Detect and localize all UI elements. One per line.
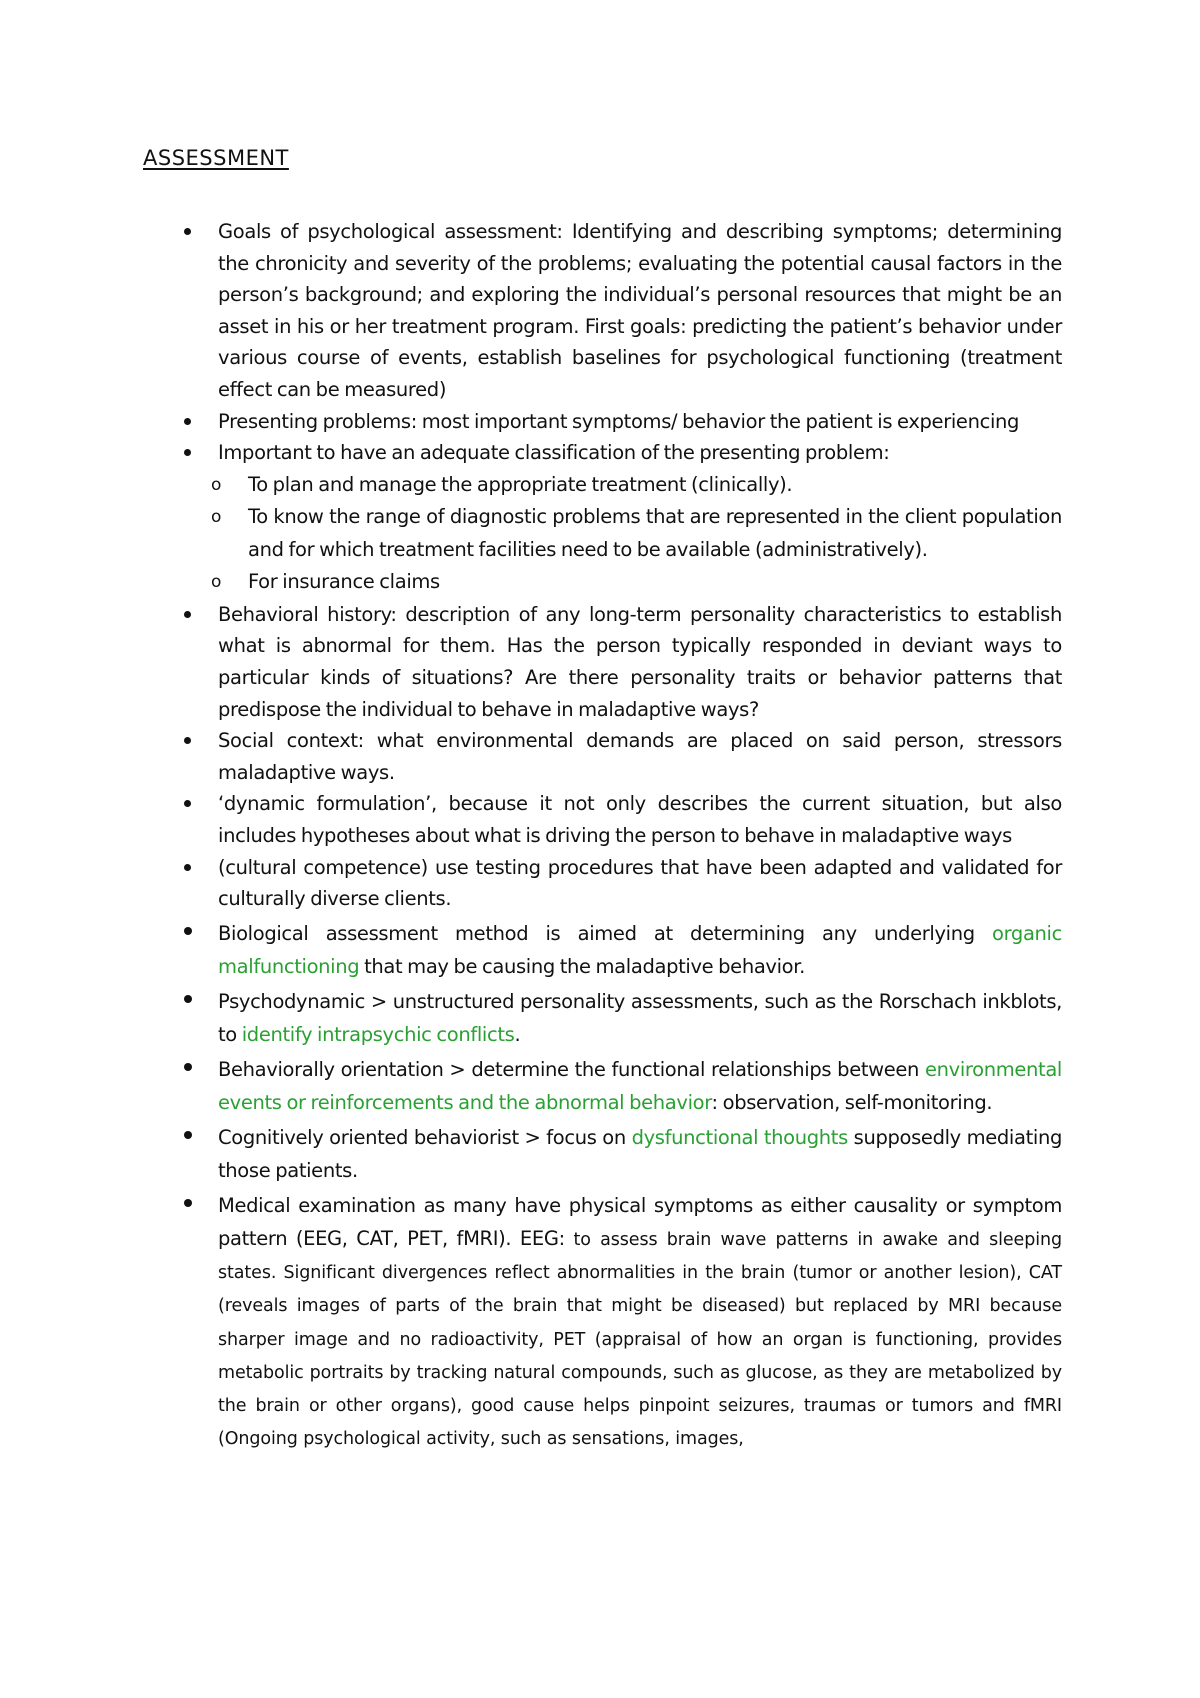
- bullet-icon: [184, 611, 191, 618]
- circle-bullet-icon: o: [211, 474, 222, 495]
- item-text-pre: Behaviorally orientation > determine the functional relationships between: [218, 1057, 925, 1081]
- sub-item-administrative: [176, 501, 1062, 566]
- list-item-dynamic-formulation: [176, 788, 1062, 851]
- bullet-icon: [184, 1131, 192, 1139]
- bullet-icon: [184, 418, 191, 425]
- sub-item-text: For insurance claims: [248, 570, 440, 594]
- highlight-text: organic malfunctioning: [218, 921, 1062, 978]
- highlight-text: dysfunctional thoughts: [631, 1125, 848, 1149]
- bullet-icon: [184, 800, 191, 807]
- item-text-post: : observation, self-monitoring.: [711, 1090, 993, 1114]
- bullet-icon: [184, 228, 191, 235]
- sub-item-clinical: [176, 469, 1062, 502]
- item-text: Goals of psychological assessment: Identifying and describing symptoms; determining the chronicity and severity of the problems; evaluating the potential causal factors in the person’s background; and exploring the individual’s personal resources that might be an asset in his or her treatment program. First goals: predicting the patient’s behavior under various course of events, establish baselines for psychological functioning (treatment effect can be measured): [218, 220, 1062, 401]
- bullet-list: [176, 216, 1062, 1455]
- bullet-icon: [184, 737, 191, 744]
- highlight-text: environmental events or reinforcements and the abnormal behavior: [218, 1057, 1062, 1114]
- item-text: ‘dynamic formulation’, because it not only describes the current situation, but also includes hypotheses about what is driving the person to behave in maladaptive ways: [218, 792, 1062, 847]
- bullet-icon: [184, 995, 192, 1003]
- list-item-social-context: [176, 725, 1062, 788]
- bullet-icon: [184, 864, 191, 871]
- item-text-pre: Psychodynamic > unstructured personality assessments, such as the Rorschach inkblots, to: [218, 989, 1062, 1046]
- highlight-text: identify intrapsychic conflicts: [241, 1022, 515, 1046]
- list-item-biological-assessment: [176, 917, 1062, 983]
- sub-list: [176, 469, 1062, 599]
- list-item-medical-examination: [176, 1189, 1062, 1455]
- sub-item-text: To know the range of diagnostic problems that are represented in the client population and for which treatment facilities need to be available (administratively).: [248, 505, 1062, 561]
- item-text-post: supposedly mediating those patients.: [218, 1125, 1062, 1182]
- bullet-icon: [184, 449, 191, 456]
- list-item-cognitive-behaviorist: [176, 1121, 1062, 1187]
- item-text: Important to have an adequate classification of the presenting problem:: [218, 441, 890, 465]
- list-item-goals: [176, 216, 1062, 406]
- list-item-behavioral-history: [176, 599, 1062, 725]
- circle-bullet-icon: o: [211, 572, 222, 593]
- item-text: Behavioral history: description of any long-term personality characteristics to establish what is abnormal for them. Has the person typically responded in deviant ways to particular kinds of situations? Are there personality traits or behavior patterns that predispose the individual to behave in maladaptive ways?: [218, 602, 1062, 721]
- list-item-cultural-competence: [176, 852, 1062, 915]
- item-text-post: .: [514, 1022, 521, 1046]
- item-text: Presenting problems: most important symptoms/ behavior the patient is experiencing: [218, 409, 1020, 433]
- bullet-icon: [184, 1199, 192, 1207]
- item-text: Social context: what environmental demands are placed on said person, stressors maladaptive ways.: [218, 729, 1062, 784]
- item-text-pre: Biological assessment method is aimed at determining any underlying: [218, 921, 993, 945]
- item-text-details: to assess brain wave patterns in awake and sleeping states. Significant divergences reflect abnormalities in the brain (tumor or another lesion), CAT (reveals images of parts of the brain that might be diseased) but replaced by MRI because sharper image and no radioactivity, PET (appraisal of how an organ is functioning, provides metabolic portraits by tracking natural compounds, such as glucose, as they are metabolized by the brain or other organs), good cause helps pinpoint seizures, traumas or tumors and fMRI (Ongoing psychological activity, such as sensations, images,: [218, 1229, 1062, 1450]
- list-item-psychodynamic: [176, 985, 1062, 1051]
- item-text-main: Medical examination as many have physical symptoms as either causality or symptom pattern (EEG, CAT, PET, fMRI). EEG:: [218, 1193, 1062, 1250]
- bullet-icon: [184, 927, 192, 935]
- list-item-behavioral-orientation: [176, 1053, 1062, 1119]
- sub-list-container: [176, 469, 1062, 599]
- bullet-icon: [184, 1063, 192, 1071]
- item-text-pre: Cognitively oriented behaviorist > focus on: [218, 1125, 632, 1149]
- item-text: (cultural competence) use testing procedures that have been adapted and validated for culturally diverse clients.: [218, 855, 1062, 911]
- sub-item-insurance: [176, 566, 1062, 599]
- list-item-presenting-problems: [176, 406, 1062, 438]
- sub-item-text: To plan and manage the appropriate treatment (clinically).: [248, 472, 793, 496]
- list-item-classification: [176, 437, 1062, 469]
- page-title: ASSESSMENT: [143, 146, 289, 170]
- circle-bullet-icon: o: [211, 507, 222, 528]
- item-text-post: that may be causing the maladaptive behavior.: [359, 954, 805, 978]
